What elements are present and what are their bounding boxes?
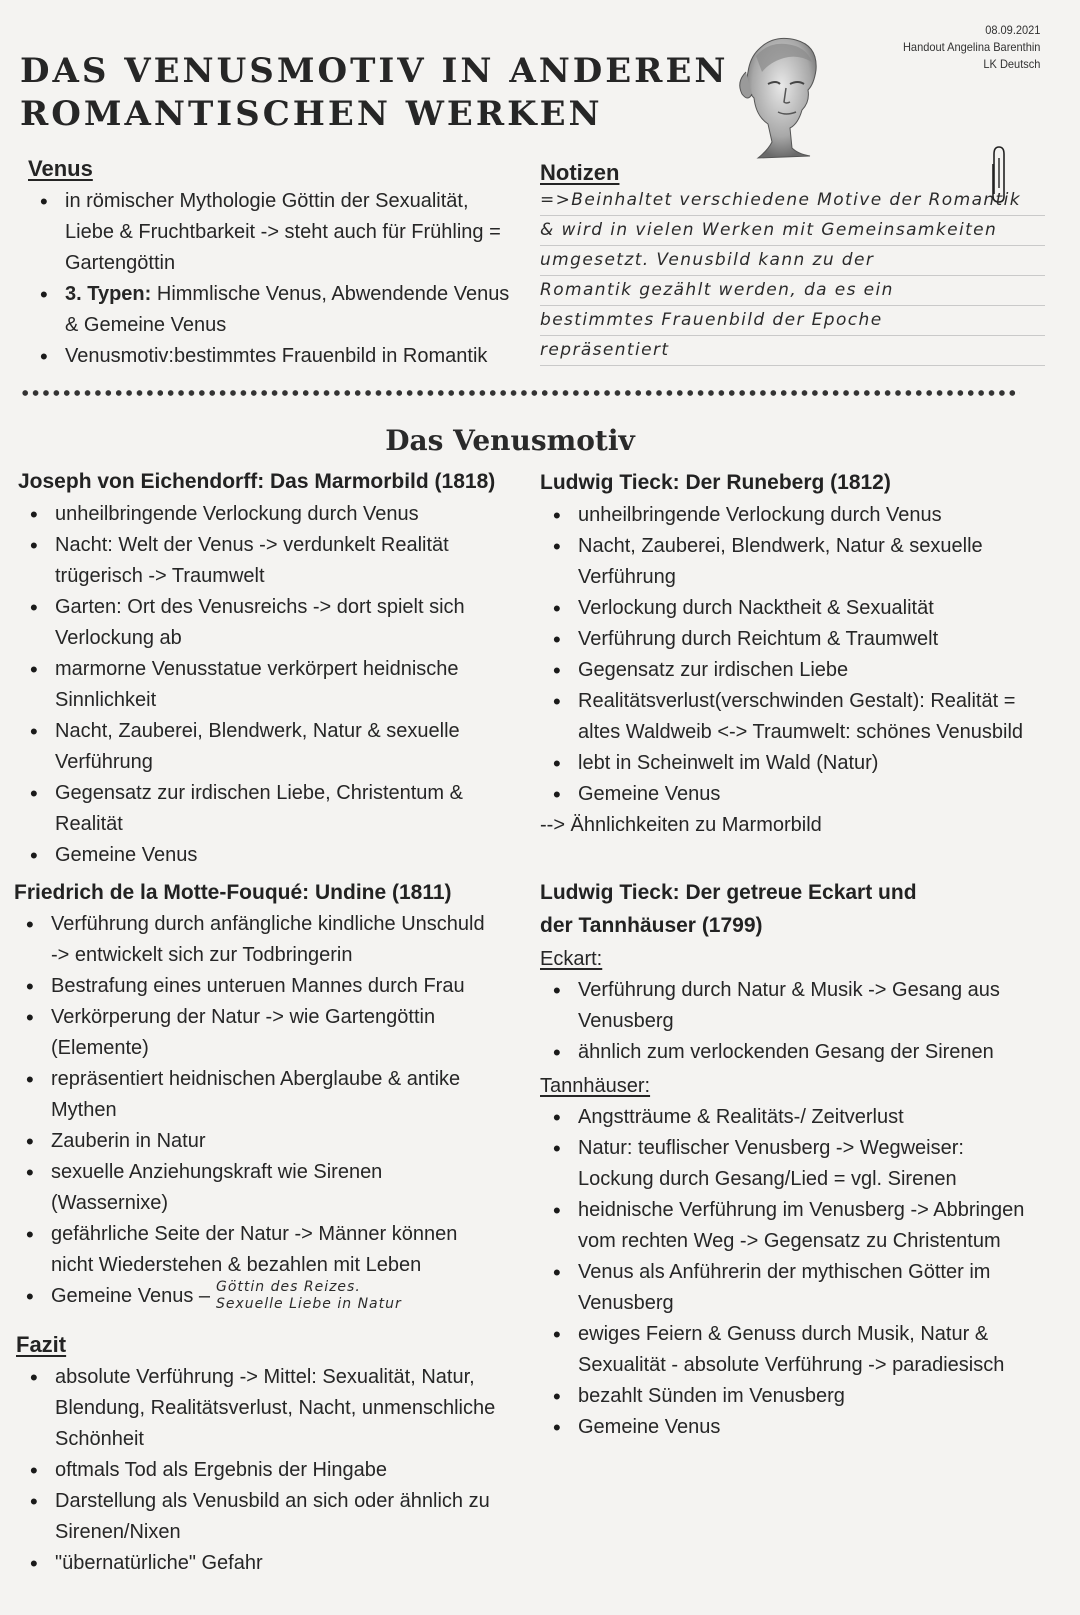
runeberg-list (543, 500, 1043, 810)
notes-line: repräsentiert (540, 336, 1045, 366)
list-item: • Gegensatz zur irdischen Liebe (543, 655, 1043, 686)
list-item: • Venus als Anführerin der mythischen Götter im Venusberg (543, 1257, 1043, 1319)
handout-author: Handout Angelina Barenthin (902, 40, 1040, 54)
eckart-heading-line-1: Ludwig Tieck: Der getreue Eckart und (540, 881, 917, 904)
list-item: • gefährliche Seite der Natur -> Männer können nicht Wiederstehen & bezahlen mit Leben (16, 1219, 492, 1281)
list-item: • Verführung durch anfängliche kindliche Unschuld -> entwickelt sich zur Todbringerin (16, 909, 492, 971)
runeberg-heading: Ludwig Tieck: Der Runeberg (1812) (540, 471, 891, 494)
handout-course: LK Deutsch (982, 57, 1040, 71)
list-item: • unheilbringende Verlockung durch Venus (20, 499, 490, 530)
notes-line: & wird in vielen Werken mit Gemeinsamkeiten (540, 216, 1045, 246)
list-item: • Verführung durch Natur & Musik -> Gesang aus Venusberg (543, 975, 1043, 1037)
notes-heading: Notizen (540, 160, 620, 185)
page-title-line-2: ROMANTISCHEN WERKEN (20, 94, 603, 134)
list-item: • Gemeine Venus (543, 1412, 1043, 1443)
handout-date: 08.09.2021 (984, 23, 1040, 37)
venus-item-text: in römischer Mythologie Göttin der Sexualität, Liebe & Fruchtbarkeit -> steht auch für Frühling = Gartengöttin (65, 190, 501, 274)
notes-area (540, 186, 1045, 366)
eckart-heading-line-2: der Tannhäuser (1799) (540, 914, 763, 937)
page-title (20, 50, 728, 136)
list-item (30, 279, 510, 341)
list-item: • Garten: Ort des Venusreichs -> dort spielt sich Verlockung ab (20, 592, 490, 654)
list-item: • Nacht, Zauberei, Blendwerk, Natur & sexuelle Verführung (543, 531, 1043, 593)
list-item: • Bestrafung eines unteruen Mannes durch Frau (16, 971, 492, 1002)
list-item: • bezahlt Sünden im Venusberg (543, 1381, 1043, 1412)
venus-list (30, 186, 510, 372)
main-section-title: Das Venusmotiv (385, 424, 635, 457)
marmorbild-heading: Joseph von Eichendorff: Das Marmorbild (1818) (18, 470, 496, 493)
list-item: • Verführung durch Reichtum & Traumwelt (543, 624, 1043, 655)
list-item: • ähnlich zum verlockenden Gesang der Sirenen (543, 1037, 1043, 1068)
venus-item-text: Himmlische Venus, Abwendende Venus & Gemeine Venus (65, 283, 510, 336)
list-item: • Realitätsverlust(verschwinden Gestalt): Realität = altes Waldweib <-> Traumwelt: schönes Venusbild (543, 686, 1043, 748)
eckart-heading (540, 876, 917, 942)
list-item: • lebt in Scheinwelt im Wald (Natur) (543, 748, 1043, 779)
fazit-heading: Fazit (16, 1332, 67, 1357)
notes-line: =>Beinhaltet verschiedene Motive der Romantik (540, 186, 1045, 216)
list-item: • Nacht, Zauberei, Blendwerk, Natur & sexuelle Verführung (20, 716, 490, 778)
list-item: • Verlockung durch Nacktheit & Sexualität (543, 593, 1043, 624)
list-item (30, 341, 510, 372)
handwritten-note (216, 1279, 402, 1313)
eckart-subheading: Eckart: (540, 948, 603, 970)
list-item: • Gegensatz zur irdischen Liebe, Christentum & Realität (20, 778, 490, 840)
list-item: • Gemeine Venus (20, 840, 490, 871)
handwritten-note-line-1: Göttin des Reizes. (216, 1279, 361, 1295)
dotted-divider (20, 386, 1020, 400)
tannhaeuser-list (543, 1102, 1043, 1443)
tannhaeuser-subheading: Tannhäuser: (540, 1075, 651, 1097)
list-item: • Verkörperung der Natur -> wie Gartengöttin (Elemente) (16, 1002, 492, 1064)
venus-heading: Venus (28, 156, 93, 181)
undine-last-item: Gemeine Venus – (51, 1285, 210, 1307)
undine-heading: Friedrich de la Motte-Fouqué: Undine (1811) (14, 881, 452, 904)
list-item: • sexuelle Anziehungskraft wie Sirenen (Wassernixe) (16, 1157, 492, 1219)
list-item: • ewiges Feiern & Genuss durch Musik, Natur & Sexualität - absolute Verführung -> paradiesisch (543, 1319, 1043, 1381)
notes-line: Romantik gezählt werden, da es ein (540, 276, 1045, 306)
list-item: • oftmals Tod als Ergebnis der Hingabe (20, 1455, 496, 1486)
list-item: • Angstträume & Realitäts-/ Zeitverlust (543, 1102, 1043, 1133)
list-item: • Natur: teuflischer Venusberg -> Wegweiser: Lockung durch Gesang/Lied = vgl. Sirenen (543, 1133, 1043, 1195)
list-item: • absolute Verführung -> Mittel: Sexualität, Natur, Blendung, Realitätsverlust, Nacht, unmenschliche Schönheit (20, 1362, 496, 1455)
list-item: • heidnische Verführung im Venusberg -> Abbringen vom rechten Weg -> Gegensatz zu Christentum (543, 1195, 1043, 1257)
page-title-line-1: DAS VENUSMOTIV IN ANDEREN (20, 51, 729, 91)
venus-item-bold: 3. Typen: (65, 283, 152, 305)
venus-item-text: Venusmotiv:bestimmtes Frauenbild in Romantik (65, 345, 488, 367)
list-item: • Zauberin in Natur (16, 1126, 492, 1157)
runeberg-conclusion: --> Ähnlichkeiten zu Marmorbild (540, 814, 822, 836)
notes-line: umgesetzt. Venusbild kann zu der (540, 246, 1045, 276)
venus-bust-icon (728, 32, 838, 160)
list-item: • Nacht: Welt der Venus -> verdunkelt Realität trügerisch -> Traumwelt (20, 530, 490, 592)
marmorbild-list (20, 499, 490, 871)
handout-meta (903, 22, 1040, 73)
notes-line: bestimmtes Frauenbild der Epoche (540, 306, 1045, 336)
eckart-list (543, 975, 1043, 1068)
list-item: • marmorne Venusstatue verkörpert heidnische Sinnlichkeit (20, 654, 490, 716)
list-item: • Darstellung als Venusbild an sich oder ähnlich zu Sirenen/Nixen (20, 1486, 496, 1548)
list-item: • repräsentiert heidnischen Aberglaube & antike Mythen (16, 1064, 492, 1126)
fazit-list (20, 1362, 496, 1579)
handwritten-note-line-2: Sexuelle Liebe in Natur (216, 1296, 402, 1312)
list-item (30, 186, 510, 279)
list-item (16, 1281, 492, 1312)
list-item: • Gemeine Venus (543, 779, 1043, 810)
undine-list (16, 909, 492, 1312)
list-item: • unheilbringende Verlockung durch Venus (543, 500, 1043, 531)
list-item: • "übernatürliche" Gefahr (20, 1548, 496, 1579)
